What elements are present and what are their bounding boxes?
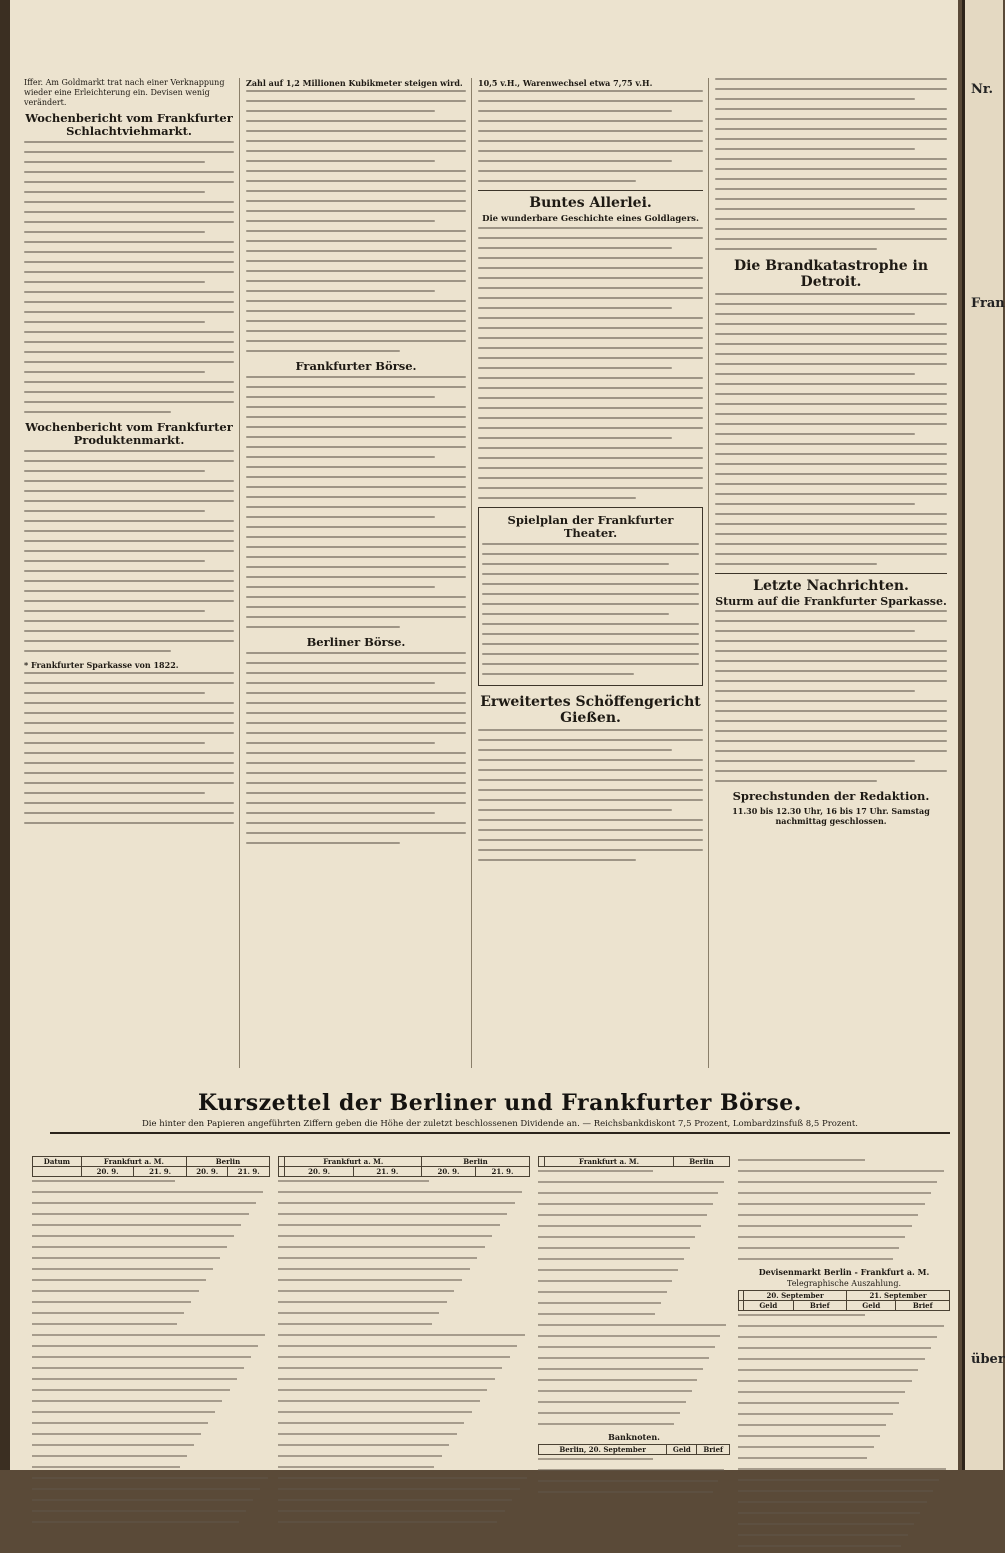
table-row <box>538 1324 730 1332</box>
table-row <box>32 1345 270 1353</box>
devisen-geld: Geld <box>744 1301 793 1311</box>
table-row <box>738 1512 950 1520</box>
table-row <box>32 1455 270 1463</box>
table-row <box>738 1314 950 1322</box>
table-row <box>278 1257 530 1265</box>
table-row <box>32 1477 270 1485</box>
banknoten-brief: Brief <box>697 1445 730 1455</box>
table-row <box>738 1479 950 1487</box>
table-row <box>738 1325 950 1333</box>
table-row <box>32 1224 270 1232</box>
table-row <box>538 1458 730 1466</box>
table-row <box>278 1224 530 1232</box>
table-rows <box>32 1180 270 1529</box>
column-1-intro: Iffer. Am Goldmarkt trat nach einer Verknappung wieder eine Erleichterung ein. Devisen wenig verändert. <box>24 78 225 107</box>
table-row <box>738 1258 950 1266</box>
table-row <box>32 1268 270 1276</box>
table-row <box>738 1446 950 1454</box>
table-row <box>738 1336 950 1344</box>
banknoten-geld: Geld <box>667 1445 697 1455</box>
column-3 <box>478 78 703 1073</box>
devisen-brief: Brief <box>793 1301 847 1311</box>
table-row <box>32 1400 270 1408</box>
article-brandkatastrophe <box>715 293 947 565</box>
column-4 <box>715 78 947 1073</box>
table-row <box>738 1391 950 1399</box>
table-row <box>538 1170 730 1178</box>
table-header-date: 20. 9. <box>285 1167 353 1177</box>
table-row <box>738 1181 950 1189</box>
table-row <box>32 1213 270 1221</box>
table-row <box>278 1334 530 1342</box>
table-row <box>738 1402 950 1410</box>
table-row <box>32 1411 270 1419</box>
column-rule <box>708 78 709 1068</box>
table-row <box>278 1191 530 1199</box>
table-row <box>278 1477 530 1485</box>
table-row <box>32 1521 270 1529</box>
table-row <box>278 1400 530 1408</box>
table-header-frankfurt: Frankfurt a. M. <box>545 1157 674 1167</box>
table-row <box>738 1358 950 1366</box>
theater-box <box>478 507 703 686</box>
table-row <box>278 1202 530 1210</box>
table-row <box>32 1444 270 1452</box>
heading-sprechstunden: Sprechstunden der Redaktion. <box>732 789 930 803</box>
table-rows <box>538 1170 730 1431</box>
table-row <box>278 1378 530 1386</box>
table-row <box>538 1280 730 1288</box>
table-row <box>278 1510 530 1518</box>
table-row <box>32 1378 270 1386</box>
kurs-table-3 <box>538 1156 730 1456</box>
table-row <box>278 1246 530 1254</box>
heading-brandkatastrophe: Die Brandkatastrophe in Detroit. <box>733 258 929 290</box>
table-row <box>738 1424 950 1432</box>
table-row <box>538 1313 730 1321</box>
table-row <box>278 1455 530 1463</box>
table-row <box>538 1401 730 1409</box>
column-1 <box>24 78 234 1073</box>
table-row <box>32 1466 270 1474</box>
adjacent-page-edge <box>962 0 1003 1470</box>
article-berliner-boerse <box>246 652 466 844</box>
table-row <box>278 1444 530 1452</box>
table-row <box>278 1466 530 1474</box>
table-header-berlin: Berlin <box>186 1157 269 1167</box>
heading-spielplan: Spielplan der Frankfurter Theater. <box>507 513 674 540</box>
article-geldmarkt <box>478 90 703 182</box>
article-schlachtviehmarkt <box>24 141 234 413</box>
table-row <box>538 1379 730 1387</box>
table-row <box>278 1411 530 1419</box>
table-row <box>738 1457 950 1465</box>
table-rows <box>738 1159 950 1266</box>
kurs-table-1 <box>32 1156 270 1456</box>
table-row <box>278 1422 530 1430</box>
table-row <box>738 1534 950 1542</box>
sprechstunden-hours: 11.30 bis 12.30 Uhr, 16 bis 17 Uhr. Samstag nachmittag geschlossen. <box>732 806 930 826</box>
table-row <box>538 1214 730 1222</box>
table-row <box>538 1480 730 1488</box>
table-row <box>738 1490 950 1498</box>
table-row <box>738 1545 950 1553</box>
table-row <box>538 1390 730 1398</box>
heading-schoeffengericht: Erweitertes Schöffengericht Gießen. <box>480 694 701 726</box>
article-frankfurter-boerse <box>246 376 466 628</box>
notice-sparkasse: * Frankfurter Sparkasse von 1822. <box>24 660 179 670</box>
table-row <box>32 1389 270 1397</box>
table-row <box>538 1412 730 1420</box>
heading-schlachtviehmarkt: Wochenbericht vom Frankfurter Schlachtviehmarkt. <box>25 111 233 138</box>
article-schoeffengericht <box>478 729 703 861</box>
article-produktenmarkt <box>24 450 234 652</box>
table-row <box>32 1290 270 1298</box>
table-row <box>738 1369 950 1377</box>
table-row <box>738 1435 950 1443</box>
table-row <box>278 1356 530 1364</box>
article-ueberfall <box>715 78 947 250</box>
table-rows <box>738 1314 950 1553</box>
devisen-date-1: 20. September <box>744 1291 847 1301</box>
kurszettel-note: Die hinter den Papieren angeführten Ziffern geben die Höhe der zuletzt beschlossenen Dividende an. — Reichsbankdiskont 7,5 Prozent, Lombardzinsfuß 8,5 Prozent. <box>141 1119 858 1129</box>
table-header-frankfurt: Frankfurt a. M. <box>285 1157 422 1167</box>
devisen-geld: Geld <box>847 1301 896 1311</box>
table-row <box>538 1357 730 1365</box>
table-row <box>738 1413 950 1421</box>
table-row <box>32 1433 270 1441</box>
column-2 <box>246 78 466 1073</box>
subheading-goldlager: Die wunderbare Geschichte eines Goldlagers. <box>482 214 699 224</box>
table-row <box>738 1170 950 1178</box>
table-header-date: 21. 9. <box>134 1167 187 1177</box>
table-row <box>32 1334 270 1342</box>
table-rows <box>278 1180 530 1529</box>
table-header-frankfurt: Frankfurt a. M. <box>81 1157 186 1167</box>
table-row <box>738 1468 950 1476</box>
kurszettel-header <box>50 1090 950 1134</box>
table-header-date: 20. 9. <box>422 1167 476 1177</box>
table-header-date: 20. 9. <box>186 1167 228 1177</box>
table-row <box>278 1279 530 1287</box>
table-row <box>32 1202 270 1210</box>
table-row <box>738 1501 950 1509</box>
table-row <box>32 1191 270 1199</box>
adjacent-page-fragment: Fran <box>971 296 1005 311</box>
table-header-datum: Datum <box>33 1157 82 1167</box>
table-row <box>738 1523 950 1531</box>
table-row <box>538 1258 730 1266</box>
column-3-intro: 10,5 v.H., Warenwechsel etwa 7,75 v.H. <box>478 78 653 88</box>
table-row <box>538 1236 730 1244</box>
column-rule <box>471 78 472 1068</box>
divider <box>478 190 703 191</box>
table-row <box>278 1235 530 1243</box>
devisen-title: Devisenmarkt Berlin - Frankfurt a. M. <box>758 1267 930 1277</box>
table-row <box>738 1214 950 1222</box>
table-row <box>538 1491 730 1499</box>
table-row <box>32 1312 270 1320</box>
devisen-brief: Brief <box>896 1301 950 1311</box>
table-row <box>738 1247 950 1255</box>
adjacent-page-fragment: Nr. <box>971 82 994 97</box>
kurs-table-2 <box>278 1156 530 1456</box>
table-row <box>32 1235 270 1243</box>
table-row <box>278 1268 530 1276</box>
heading-frankfurter-boerse: Frankfurter Börse. <box>295 359 417 373</box>
table-row <box>32 1367 270 1375</box>
table-row <box>738 1192 950 1200</box>
heading-buntes-allerlei: Buntes Allerlei. <box>529 195 652 211</box>
table-row <box>538 1368 730 1376</box>
table-row <box>278 1367 530 1375</box>
table-row <box>278 1345 530 1353</box>
table-header-berlin: Berlin <box>673 1157 729 1167</box>
column-2-intro: Zahl auf 1,2 Millionen Kubikmeter steigen wird. <box>246 78 463 88</box>
table-header-date: 21. 9. <box>228 1167 270 1177</box>
table-row <box>278 1488 530 1496</box>
table-row <box>738 1203 950 1211</box>
banknoten-header: Berlin, 20. September <box>539 1445 667 1455</box>
table-row <box>278 1312 530 1320</box>
table-row <box>278 1521 530 1529</box>
table-row <box>32 1279 270 1287</box>
adjacent-page-fragment: über <box>971 1352 1005 1367</box>
table-row <box>32 1301 270 1309</box>
table-row <box>278 1180 530 1188</box>
table-row <box>538 1192 730 1200</box>
table-row <box>538 1302 730 1310</box>
kurszettel-title: Kurszettel der Berliner und Frankfurter Börse. <box>198 1090 802 1116</box>
table-rows <box>538 1458 730 1499</box>
table-row <box>538 1247 730 1255</box>
table-row <box>32 1422 270 1430</box>
table-row <box>738 1347 950 1355</box>
article-sparkasse <box>24 672 234 824</box>
article-sturm-sparkasse <box>715 610 947 782</box>
table-row <box>32 1323 270 1331</box>
article-ruslandgeschaeft <box>246 90 466 352</box>
table-row <box>32 1499 270 1507</box>
table-row <box>538 1346 730 1354</box>
table-row <box>738 1225 950 1233</box>
devisen-date-2: 21. September <box>847 1291 950 1301</box>
table-row <box>738 1236 950 1244</box>
table-row <box>32 1510 270 1518</box>
table-row <box>32 1246 270 1254</box>
table-row <box>278 1301 530 1309</box>
table-row <box>538 1225 730 1233</box>
table-row <box>538 1181 730 1189</box>
article-goldlager <box>478 227 703 499</box>
table-header-date: 21. 9. <box>353 1167 421 1177</box>
table-row <box>538 1291 730 1299</box>
table-row <box>32 1488 270 1496</box>
column-rule <box>239 78 240 1068</box>
table-row <box>278 1433 530 1441</box>
table-row <box>538 1269 730 1277</box>
table-row <box>278 1290 530 1298</box>
table-row <box>538 1335 730 1343</box>
heading-letzte-nachrichten: Letzte Nachrichten. <box>753 578 909 594</box>
heading-produktenmarkt: Wochenbericht vom Frankfurter Produktenmarkt. <box>25 420 233 447</box>
newspaper-page <box>10 0 958 1470</box>
article-spielplan <box>482 543 699 675</box>
table-row <box>278 1389 530 1397</box>
subheading-sturm-sparkasse: Sturm auf die Frankfurter Sparkasse. <box>715 595 947 608</box>
table-row <box>538 1423 730 1431</box>
divider <box>715 573 947 574</box>
table-row <box>32 1180 270 1188</box>
table-header-berlin: Berlin <box>422 1157 530 1167</box>
devisen-subtitle: Telegraphische Auszahlung. <box>786 1279 901 1288</box>
table-header-date: 20. 9. <box>81 1167 134 1177</box>
table-row <box>738 1380 950 1388</box>
table-row <box>278 1323 530 1331</box>
table-row <box>738 1159 950 1167</box>
table-row <box>32 1257 270 1265</box>
table-header-date: 21. 9. <box>475 1167 529 1177</box>
table-row <box>278 1499 530 1507</box>
table-row <box>538 1469 730 1477</box>
table-row <box>278 1213 530 1221</box>
banknoten-title: Banknoten. <box>608 1432 660 1442</box>
table-row <box>32 1356 270 1364</box>
binding-spine <box>0 0 10 1470</box>
table-row <box>538 1203 730 1211</box>
kurs-table-4 <box>738 1156 950 1456</box>
heading-berliner-boerse: Berliner Börse. <box>306 635 406 649</box>
divider <box>50 1132 950 1134</box>
